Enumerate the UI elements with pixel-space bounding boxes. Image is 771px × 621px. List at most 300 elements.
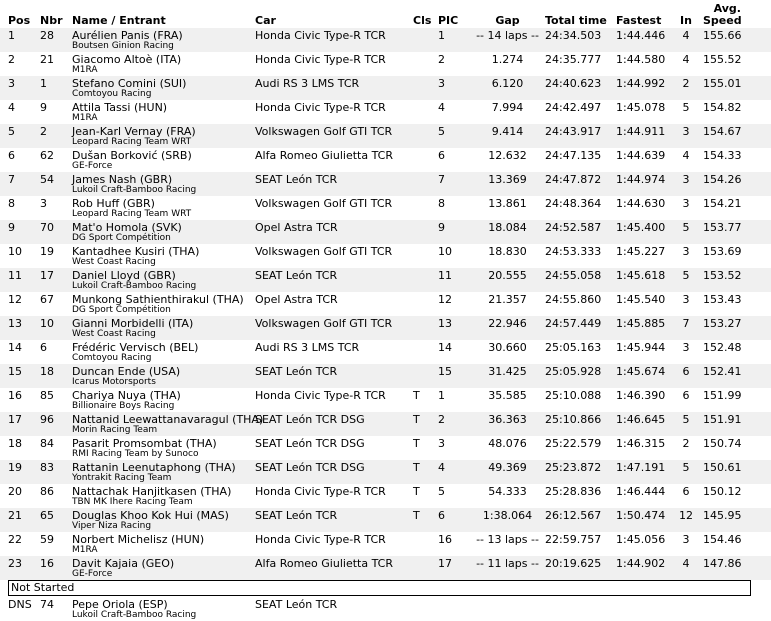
row-driver: Mat'o Homola (SVK) — [72, 221, 182, 234]
header-cls: Cls — [413, 14, 432, 27]
table-row — [0, 244, 771, 268]
row-driver: Nattachak Hanjitkasen (THA) — [72, 485, 232, 498]
row-driver: Stefano Comini (SUI) — [72, 77, 187, 90]
table-row — [0, 556, 771, 580]
row-gap: 36.363 — [488, 413, 527, 426]
table-row — [0, 76, 771, 100]
row-fastest: 1:45.885 — [616, 317, 666, 330]
row-pos: 1 — [8, 29, 15, 42]
row-total-time: 25:10.088 — [545, 389, 602, 402]
row-fastest: 1:50.474 — [616, 509, 666, 522]
row-nbr: 54 — [40, 173, 54, 186]
row-nbr: 19 — [40, 245, 54, 258]
row-car: Audi RS 3 LMS TCR — [255, 341, 360, 354]
row-gap: 6.120 — [491, 77, 524, 90]
row-team: GE-Force — [72, 569, 113, 579]
row-pic: 4 — [438, 101, 445, 114]
row-speed: 154.21 — [703, 197, 742, 210]
table-row — [0, 172, 771, 196]
row-driver: Gianni Morbidelli (ITA) — [72, 317, 194, 330]
table-row — [0, 508, 771, 532]
row-team: Icarus Motorsports — [72, 377, 156, 387]
row-driver: Munkong Sathienthirakul (THA) — [72, 293, 244, 306]
row-fastest: 1:44.902 — [616, 557, 666, 570]
row-car: Volkswagen Golf GTI TCR — [255, 245, 393, 258]
row-in: 6 — [682, 365, 690, 378]
table-row — [0, 148, 771, 172]
row-pos: 11 — [8, 269, 22, 282]
row-speed: 154.67 — [703, 125, 742, 138]
row-nbr: 85 — [40, 389, 54, 402]
row-in: 5 — [682, 221, 690, 234]
header-in: In — [680, 14, 692, 27]
row-pic: 6 — [438, 509, 445, 522]
row-in: 3 — [682, 533, 690, 546]
row-pos: 3 — [8, 77, 15, 90]
header-total-time: Total time — [545, 14, 607, 27]
row-team: Leopard Racing Team WRT — [72, 209, 192, 219]
row-nbr: 96 — [40, 413, 54, 426]
header-pic: PIC — [438, 14, 459, 27]
row-total-time: 24:42.497 — [545, 101, 602, 114]
row-car: Opel Astra TCR — [255, 293, 338, 306]
row-gap: 12.632 — [488, 149, 527, 162]
row-nbr: 3 — [40, 197, 47, 210]
row-driver: Dušan Borković (SRB) — [72, 149, 192, 162]
row-in: 4 — [682, 29, 690, 42]
row-driver: Kantadhee Kusiri (THA) — [72, 245, 200, 258]
row-total-time: 20:19.625 — [545, 557, 602, 570]
row-gap: 20.555 — [488, 269, 527, 282]
row-gap: 48.076 — [488, 437, 527, 450]
row-car: Honda Civic Type-R TCR — [255, 485, 386, 498]
row-fastest: 1:44.639 — [616, 149, 666, 162]
row-speed: 151.91 — [703, 413, 742, 426]
row-in: 2 — [682, 77, 690, 90]
row-gap: 35.585 — [488, 389, 527, 402]
row-in: 3 — [682, 197, 690, 210]
row-driver: Giacomo Altoè (ITA) — [72, 53, 182, 66]
row-car: Audi RS 3 LMS TCR — [255, 77, 360, 90]
row-speed: 150.61 — [703, 461, 742, 474]
row-team: DG Sport Compétition — [72, 305, 171, 315]
row-in: 4 — [682, 53, 690, 66]
row-total-time: 24:48.364 — [545, 197, 602, 210]
row-pic: 15 — [438, 365, 452, 378]
row-pos: 7 — [8, 173, 15, 186]
row-driver: Chariya Nuya (THA) — [72, 389, 181, 402]
row-nbr: 9 — [40, 101, 47, 114]
row-team: RMI Racing Team by Sunoco — [72, 449, 199, 459]
row-speed: 145.95 — [703, 509, 742, 522]
row-team: GE-Force — [72, 161, 113, 171]
row-total-time: 24:53.333 — [545, 245, 602, 258]
row-speed: 154.26 — [703, 173, 742, 186]
row-in: 5 — [682, 461, 690, 474]
row-speed: 150.74 — [703, 437, 742, 450]
row-driver: James Nash (GBR) — [72, 173, 173, 186]
table-row — [0, 388, 771, 412]
row-pos: 18 — [8, 437, 22, 450]
row-nbr: 6 — [40, 341, 47, 354]
row-team: Morin Racing Team — [72, 425, 158, 435]
row-fastest: 1:45.540 — [616, 293, 666, 306]
row-speed: 151.99 — [703, 389, 742, 402]
row-car: Honda Civic Type-R TCR — [255, 29, 386, 42]
row-car: Honda Civic Type-R TCR — [255, 389, 386, 402]
row-speed: 154.33 — [703, 149, 742, 162]
row-team: Lukoil Craft-Bamboo Racing — [72, 281, 197, 291]
row-nbr: 84 — [40, 437, 54, 450]
row-total-time: 24:43.917 — [545, 125, 602, 138]
dns-row — [0, 597, 771, 621]
row-in: 5 — [682, 269, 690, 282]
row-in: 4 — [682, 557, 690, 570]
row-total-time: 24:47.135 — [545, 149, 602, 162]
row-car: Honda Civic Type-R TCR — [255, 53, 386, 66]
row-pic: 9 — [438, 221, 445, 234]
row-pos: 12 — [8, 293, 22, 306]
row-speed: 153.77 — [703, 221, 742, 234]
row-in: 6 — [682, 389, 690, 402]
row-speed: 152.41 — [703, 365, 742, 378]
row-pic: 12 — [438, 293, 452, 306]
row-driver: Rattanin Leenutaphong (THA) — [72, 461, 236, 474]
row-team: West Coast Racing — [72, 329, 156, 339]
row-pos: 10 — [8, 245, 22, 258]
row-nbr: 70 — [40, 221, 54, 234]
row-pic: 14 — [438, 341, 452, 354]
row-team: Lukoil Craft-Bamboo Racing — [72, 185, 197, 195]
row-gap: 13.369 — [488, 173, 527, 186]
row-driver: Douglas Khoo Kok Hui (MAS) — [72, 509, 229, 522]
row-car: SEAT León TCR — [255, 173, 338, 186]
row-fastest: 1:45.056 — [616, 533, 666, 546]
row-pos: 23 — [8, 557, 22, 570]
row-nbr: 86 — [40, 485, 54, 498]
row-team: Comtoyou Racing — [72, 353, 152, 363]
row-fastest: 1:44.992 — [616, 77, 666, 90]
row-gap: 18.084 — [488, 221, 527, 234]
row-pic: 10 — [438, 245, 452, 258]
row-speed: 153.27 — [703, 317, 742, 330]
row-fastest: 1:46.315 — [616, 437, 666, 450]
row-gap: 13.861 — [488, 197, 527, 210]
row-fastest: 1:45.227 — [616, 245, 666, 258]
dns-driver: Pepe Oriola (ESP) — [72, 598, 168, 611]
table-row — [0, 124, 771, 148]
header-nbr: Nbr — [40, 14, 63, 27]
row-car: Alfa Romeo Giulietta TCR — [255, 149, 393, 162]
dns-nbr: 74 — [40, 598, 54, 611]
row-cls: T — [413, 509, 420, 522]
row-pos: 16 — [8, 389, 22, 402]
row-speed: 155.01 — [703, 77, 742, 90]
table-row — [0, 292, 771, 316]
row-driver: Daniel Lloyd (GBR) — [72, 269, 176, 282]
row-pic: 8 — [438, 197, 445, 210]
row-nbr: 16 — [40, 557, 54, 570]
row-team: M1RA — [72, 65, 98, 75]
row-fastest: 1:45.400 — [616, 221, 666, 234]
header-speed-line2: Speed — [703, 14, 742, 27]
row-in: 7 — [682, 317, 690, 330]
row-total-time: 22:59.757 — [545, 533, 602, 546]
row-pos: 15 — [8, 365, 22, 378]
table-row — [0, 52, 771, 76]
row-nbr: 28 — [40, 29, 54, 42]
row-total-time: 24:34.503 — [545, 29, 602, 42]
row-total-time: 24:52.587 — [545, 221, 602, 234]
row-driver: Rob Huff (GBR) — [72, 197, 155, 210]
row-fastest: 1:44.630 — [616, 197, 666, 210]
row-fastest: 1:44.580 — [616, 53, 666, 66]
row-nbr: 2 — [40, 125, 47, 138]
row-cls: T — [413, 413, 420, 426]
row-fastest: 1:46.390 — [616, 389, 666, 402]
row-pic: 2 — [438, 413, 445, 426]
row-team: Boutsen Ginion Racing — [72, 41, 174, 51]
row-speed: 154.46 — [703, 533, 742, 546]
row-in: 3 — [682, 173, 690, 186]
row-fastest: 1:46.444 — [616, 485, 666, 498]
row-nbr: 17 — [40, 269, 54, 282]
row-pos: 2 — [8, 53, 15, 66]
row-team: Yontrakit Racing Team — [72, 473, 172, 483]
row-gap: 9.414 — [491, 125, 524, 138]
table-row — [0, 196, 771, 220]
row-pic: 1 — [438, 389, 445, 402]
table-row — [0, 364, 771, 388]
row-gap: -- 13 laps -- — [476, 533, 539, 546]
row-total-time: 26:12.567 — [545, 509, 602, 522]
row-fastest: 1:45.944 — [616, 341, 666, 354]
row-in: 3 — [682, 293, 690, 306]
row-pic: 16 — [438, 533, 452, 546]
row-gap: 49.369 — [488, 461, 527, 474]
row-car: SEAT León TCR DSG — [255, 437, 365, 450]
row-speed: 147.86 — [703, 557, 742, 570]
table-header — [0, 0, 771, 28]
dns-car: SEAT León TCR — [255, 598, 338, 611]
row-in: 12 — [679, 509, 693, 522]
row-nbr: 21 — [40, 53, 54, 66]
row-car: Volkswagen Golf GTI TCR — [255, 197, 393, 210]
row-fastest: 1:44.974 — [616, 173, 666, 186]
row-gap: 54.333 — [488, 485, 527, 498]
header-name: Name / Entrant — [72, 14, 166, 27]
row-driver: Pasarit Promsombat (THA) — [72, 437, 217, 450]
row-gap: -- 11 laps -- — [476, 557, 539, 570]
row-fastest: 1:47.191 — [616, 461, 666, 474]
row-nbr: 10 — [40, 317, 54, 330]
row-fastest: 1:44.911 — [616, 125, 666, 138]
row-team: Comtoyou Racing — [72, 89, 152, 99]
row-gap: 21.357 — [488, 293, 527, 306]
row-gap: 1.274 — [491, 53, 524, 66]
row-pos: 4 — [8, 101, 15, 114]
row-nbr: 1 — [40, 77, 47, 90]
row-team: Billionaire Boys Racing — [72, 401, 175, 411]
header-gap: Gap — [495, 14, 520, 27]
row-fastest: 1:45.078 — [616, 101, 666, 114]
row-driver: Duncan Ende (USA) — [72, 365, 181, 378]
row-team: West Coast Racing — [72, 257, 156, 267]
row-speed: 155.66 — [703, 29, 742, 42]
row-total-time: 25:22.579 — [545, 437, 602, 450]
row-total-time: 24:55.860 — [545, 293, 602, 306]
row-nbr: 62 — [40, 149, 54, 162]
row-cls: T — [413, 461, 420, 474]
row-team: DG Sport Compétition — [72, 233, 171, 243]
row-team: Leopard Racing Team WRT — [72, 137, 192, 147]
row-pic: 5 — [438, 485, 445, 498]
not-started-label: Not Started — [8, 580, 751, 596]
row-total-time: 25:05.163 — [545, 341, 602, 354]
row-pic: 11 — [438, 269, 452, 282]
row-nbr: 65 — [40, 509, 54, 522]
row-pos: 6 — [8, 149, 15, 162]
row-in: 4 — [682, 149, 690, 162]
row-pic: 17 — [438, 557, 452, 570]
row-car: Opel Astra TCR — [255, 221, 338, 234]
row-pos: 22 — [8, 533, 22, 546]
row-pic: 7 — [438, 173, 445, 186]
dns-team: Lukoil Craft-Bamboo Racing — [72, 610, 197, 620]
table-row — [0, 460, 771, 484]
row-fastest: 1:44.446 — [616, 29, 666, 42]
row-in: 2 — [682, 437, 690, 450]
row-driver: Frédéric Vervisch (BEL) — [72, 341, 199, 354]
row-fastest: 1:46.645 — [616, 413, 666, 426]
table-row — [0, 268, 771, 292]
row-driver: Attila Tassi (HUN) — [72, 101, 168, 114]
row-gap: 7.994 — [491, 101, 524, 114]
row-team: Viper Niza Racing — [72, 521, 152, 531]
row-team: M1RA — [72, 545, 98, 555]
row-total-time: 24:35.777 — [545, 53, 602, 66]
row-pic: 6 — [438, 149, 445, 162]
row-gap: 1:38.064 — [482, 509, 533, 522]
row-pic: 4 — [438, 461, 445, 474]
row-nbr: 59 — [40, 533, 54, 546]
row-car: Volkswagen Golf GTI TCR — [255, 317, 393, 330]
table-row — [0, 436, 771, 460]
row-driver: Nattanid Leewattanavaragul (THA) — [72, 413, 264, 426]
row-car: SEAT León TCR — [255, 269, 338, 282]
row-car: SEAT León TCR DSG — [255, 413, 365, 426]
row-pos: 8 — [8, 197, 15, 210]
row-nbr: 67 — [40, 293, 54, 306]
row-pic: 13 — [438, 317, 452, 330]
row-total-time: 25:05.928 — [545, 365, 602, 378]
row-pic: 3 — [438, 77, 445, 90]
row-car: SEAT León TCR — [255, 509, 338, 522]
row-gap: 18.830 — [488, 245, 527, 258]
row-total-time: 25:28.836 — [545, 485, 602, 498]
row-cls: T — [413, 485, 420, 498]
row-gap: -- 14 laps -- — [476, 29, 539, 42]
row-pos: 5 — [8, 125, 15, 138]
row-driver: Jean-Karl Vernay (FRA) — [72, 125, 196, 138]
row-speed: 152.48 — [703, 341, 742, 354]
row-speed: 153.69 — [703, 245, 742, 258]
table-row — [0, 340, 771, 364]
table-row — [0, 220, 771, 244]
row-total-time: 24:57.449 — [545, 317, 602, 330]
table-row — [0, 100, 771, 124]
table-row — [0, 412, 771, 436]
row-pos: 13 — [8, 317, 22, 330]
row-cls: T — [413, 437, 420, 450]
row-total-time: 24:55.058 — [545, 269, 602, 282]
row-speed: 153.52 — [703, 269, 742, 282]
header-car: Car — [255, 14, 276, 27]
row-in: 3 — [682, 125, 690, 138]
table-row — [0, 28, 771, 52]
row-nbr: 83 — [40, 461, 54, 474]
header-fastest: Fastest — [616, 14, 662, 27]
dns-pos: DNS — [8, 598, 32, 611]
row-in: 6 — [682, 485, 690, 498]
header-pos: Pos — [8, 14, 31, 27]
row-pic: 1 — [438, 29, 445, 42]
row-pos: 20 — [8, 485, 22, 498]
row-car: Volkswagen Golf GTI TCR — [255, 125, 393, 138]
table-row — [0, 484, 771, 508]
results-table — [0, 28, 771, 580]
row-in: 3 — [682, 245, 690, 258]
row-driver: Aurélien Panis (FRA) — [72, 29, 183, 42]
row-total-time: 24:40.623 — [545, 77, 602, 90]
row-car: SEAT León TCR DSG — [255, 461, 365, 474]
row-pic: 3 — [438, 437, 445, 450]
row-in: 5 — [682, 413, 690, 426]
row-gap: 31.425 — [488, 365, 527, 378]
header-speed-line1: Avg. — [713, 2, 741, 15]
row-gap: 30.660 — [488, 341, 527, 354]
table-row — [0, 316, 771, 340]
row-car: Honda Civic Type-R TCR — [255, 101, 386, 114]
row-in: 5 — [682, 101, 690, 114]
row-speed: 154.82 — [703, 101, 742, 114]
row-pos: 9 — [8, 221, 15, 234]
row-driver: Davit Kajaia (GEO) — [72, 557, 175, 570]
row-cls: T — [413, 389, 420, 402]
row-total-time: 24:47.872 — [545, 173, 602, 186]
row-team: TBN MK Ihere Racing Team — [72, 497, 193, 507]
row-in: 3 — [682, 341, 690, 354]
row-driver: Norbert Michelisz (HUN) — [72, 533, 205, 546]
row-pos: 21 — [8, 509, 22, 522]
row-pos: 17 — [8, 413, 22, 426]
row-team: M1RA — [72, 113, 98, 123]
row-speed: 150.12 — [703, 485, 742, 498]
row-total-time: 25:23.872 — [545, 461, 602, 474]
row-pic: 5 — [438, 125, 445, 138]
row-pos: 19 — [8, 461, 22, 474]
row-pic: 2 — [438, 53, 445, 66]
row-fastest: 1:45.618 — [616, 269, 666, 282]
row-pos: 14 — [8, 341, 22, 354]
row-total-time: 25:10.866 — [545, 413, 602, 426]
row-fastest: 1:45.674 — [616, 365, 666, 378]
row-nbr: 18 — [40, 365, 54, 378]
table-row — [0, 532, 771, 556]
row-car: Honda Civic Type-R TCR — [255, 533, 386, 546]
row-speed: 153.43 — [703, 293, 742, 306]
row-car: Alfa Romeo Giulietta TCR — [255, 557, 393, 570]
